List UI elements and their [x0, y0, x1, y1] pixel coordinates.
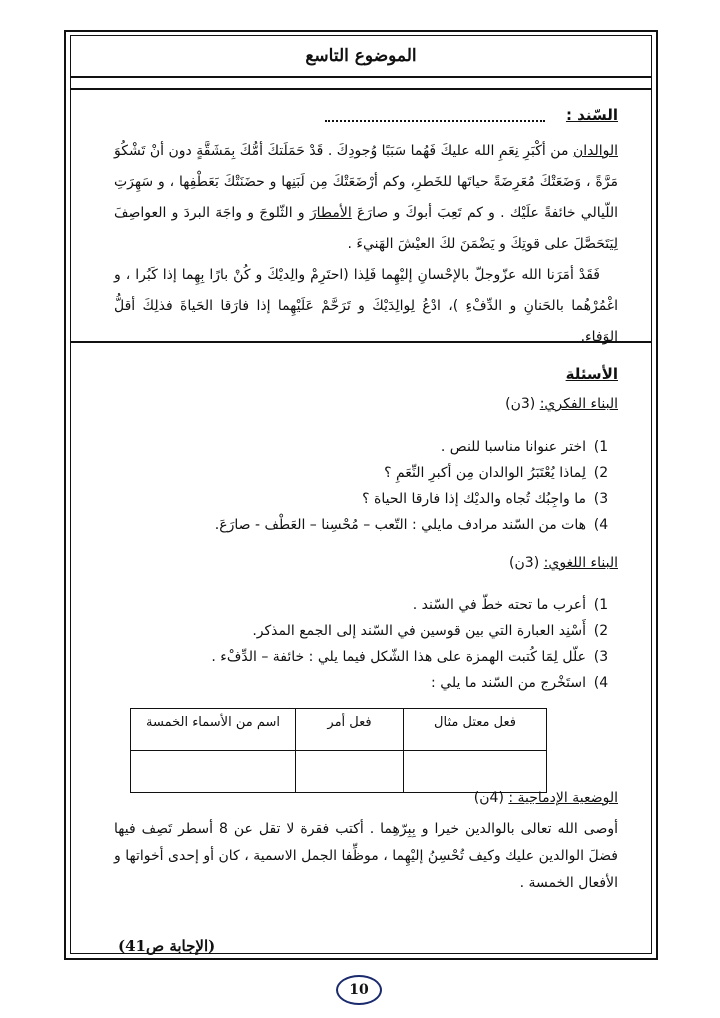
answer-reference: (الإجابة ص41)	[118, 937, 216, 955]
extraction-table	[130, 708, 547, 793]
sand-paragraph-2: فَقَدْ أمَرَنا الله عزّوجلّ بالإحْسانِ إليْهِما فَلِذا (احتَرِمْ والِديْكَ و كُنْ بارًا بِهِما إذا كَبُرا ، و اغْمُرْهُما بالحَنانِ و الدِّفْءِ )، ادْعُ لِوالِدَيْكَ و تَرَحَّمْ عَلَيْهِما إذا فارَقا الحَياةَ فذلِكَ أقلُّ الوَفاء.	[114, 267, 618, 345]
table-empty-cell[interactable]	[296, 751, 404, 793]
table-header-cell: فعل معتل مثال	[404, 709, 547, 751]
list-item: 1) اختر عنوانا مناسبا للنص .	[440, 439, 609, 455]
lughawi-heading: البناء اللغوي: (3ن)	[509, 555, 618, 571]
table-empty-cell[interactable]	[131, 751, 296, 793]
table-header-cell: اسم من الأسماء الخمسة	[131, 709, 296, 751]
list-item: 2) أَسْنِد العبارة التي بين قوسين في السّند إلى الجمع المذكر.	[252, 623, 609, 639]
sand-text-2: و الثّلوجَ و واجَهَ البردَ و العواصِفَ لِيَتَحَصَّلَ على قوتِكَ و يَضْمَنَ لكَ العيْشَ الهَنيءَ .	[114, 205, 618, 252]
table-header-cell: فعل أمر	[296, 709, 404, 751]
sand-underlined-word-1: الوالدان	[572, 143, 618, 159]
page-number: 10	[349, 982, 369, 998]
questions-heading: الأسئلة	[565, 365, 618, 383]
table-row	[131, 709, 547, 751]
fikri-heading: البناء الفكري: (3ن)	[505, 396, 618, 412]
title-box	[70, 35, 652, 78]
page-number-badge	[336, 975, 382, 1005]
sand-underlined-word-2: الأمطارَ	[309, 205, 352, 221]
fikri-questions	[130, 434, 610, 538]
table-empty-cell[interactable]	[404, 751, 547, 793]
page-title: الموضوع التاسع	[305, 45, 417, 66]
sand-paragraph-1	[114, 136, 618, 260]
wadiya-text: أوصى الله تعالى بالوالدين خيرا و بِبِرّهِما . أكتب فقرة لا تقل عن 8 أسطر تَصِف فيها فضلَ الوالدين عليك وكيف تُحْسِنُ إليْهِما ، موظِّفا الجمل الاسمية ، كان أو إحدى أخواتها و الأفعال الخمسة .	[114, 821, 618, 891]
list-item: 3) ما واجِبُك تُجاه والديْك إذا فارقا الحياة ؟	[362, 491, 609, 507]
divider-top	[70, 88, 652, 90]
list-item: 4) استَخْرج من السّند ما يلي :	[431, 675, 609, 691]
sand-heading	[566, 106, 618, 124]
title-dots-line	[325, 110, 545, 122]
sand-text-1: من أكْبَرِ نِعَمِ الله عليكَ فَهُما سَبَبًا وُجودِكَ . قَدْ حَمَلَتكَ أمُّكَ بِمَشَقَّةٍ دون أنْ تَشْكُوَ مَرَّةً ، وَضَعَتْكَ مُعَرِضَةً حياتَها للخَطرِ، وكم أرْضَعَتْكَ مِن لَبَنِها و حضَنَتْكَ بَعَطْفِها ، و سَهِرَتِ اللّيالي خائفةً علَيْك . و كم تَعِبَ أبوكَ و صارَعَ	[114, 143, 618, 221]
list-item: 1) أعرب ما تحته خطّ في السّند .	[412, 597, 609, 613]
table-row	[131, 751, 547, 793]
wadiya-heading: الوضعية الإدماجية : (4ن)	[473, 790, 618, 806]
sand-label: السّند :	[565, 106, 618, 124]
list-item: 4) هات من السّند مرادف مايلي : التّعب – مُحْسِنا – العَطْف - صارَعَ.	[214, 517, 609, 533]
lughawi-questions	[130, 592, 610, 696]
list-item: 3) علّل لِمَا كُتبت الهمزة على هذا الشّكل فيما يلي : خائفة – الدِّفْء .	[211, 649, 609, 665]
list-item: 2) لِماذا يُعْتَبَرُ الوالدان مِن أكبرِ النِّعَمِ ؟	[384, 465, 609, 481]
